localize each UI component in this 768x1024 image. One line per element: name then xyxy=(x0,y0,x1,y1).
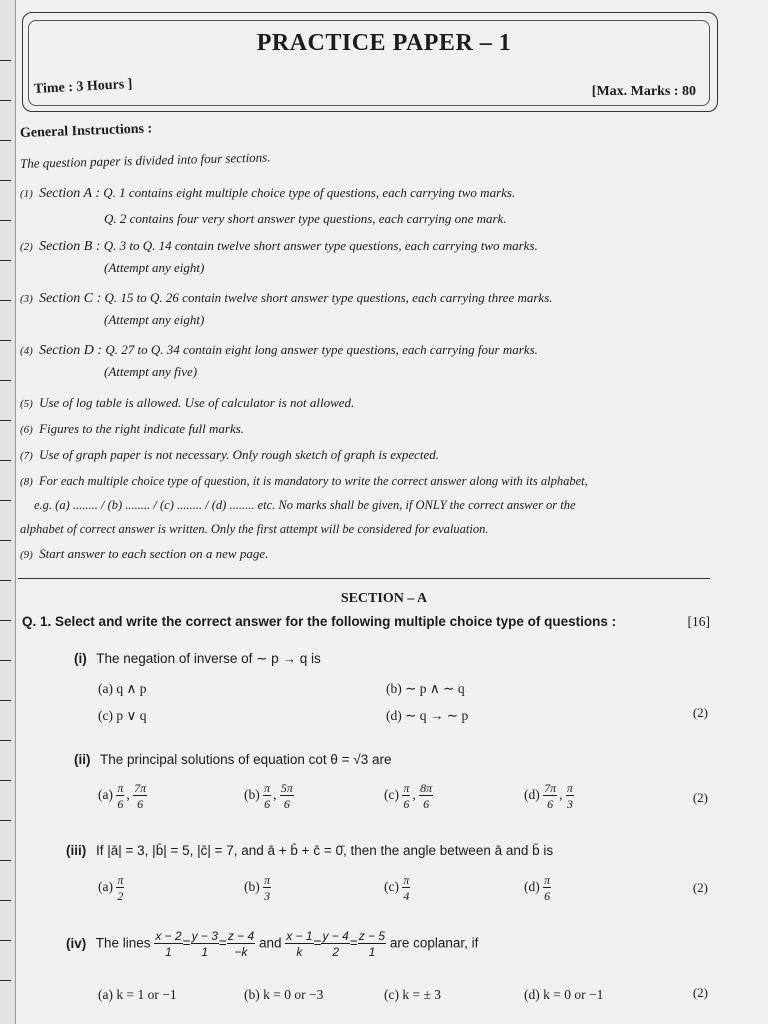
sub-question-iv: (iv) The lines $\frac{x - 2}{1}$ = $\frac{y - 3}{1}$ = $\frac{z - 4}{-k}$ and $\frac{x - 1}{k}$ = $\frac{y - 4}{2}$ = $\frac{z - 5}{1}$ are coplanar, if xyxy=(66,929,479,959)
fraction: $\frac{y - 4}{2}$ xyxy=(322,929,349,959)
question-1 xyxy=(22,614,722,629)
option-label: (d) xyxy=(524,787,540,803)
section-divider xyxy=(18,578,710,579)
option-label: (c) xyxy=(384,787,399,803)
fraction: $\frac{\pi}{6}$ xyxy=(117,781,124,811)
page-binding-edge xyxy=(0,0,16,1024)
option-d: (d) k = 0 or −1 xyxy=(524,987,604,1002)
sub-question-number: (i) xyxy=(74,651,87,666)
fraction: $\frac{x - 2}{1}$ xyxy=(155,929,182,959)
option-d xyxy=(524,874,551,902)
option-b xyxy=(244,874,271,902)
fraction: $\frac{z - 4}{-k}$ xyxy=(227,929,255,959)
instruction-item xyxy=(20,238,720,255)
sub-question-marks: (2) xyxy=(692,985,708,1000)
instruction-line: Q. 2 contains four very short answer type questions, each carrying one mark. xyxy=(104,211,507,226)
instruction-item xyxy=(20,546,720,562)
question-number: Q. 1. xyxy=(22,614,52,629)
instruction-line: Q. 3 to Q. 14 contain twelve short answer type questions, each carrying two marks. xyxy=(103,238,538,253)
option-c: (c) $\frac{\pi}{6}$ , $\frac{8\pi}{6}$ xyxy=(384,781,433,811)
page-title: PRACTICE PAPER – 1 xyxy=(256,30,512,56)
instruction-number: (6) xyxy=(20,424,33,436)
fraction: $\frac{\pi}{3}$ xyxy=(566,781,573,811)
option-label: (a) xyxy=(98,787,113,803)
instruction-item xyxy=(20,342,720,359)
instruction-item xyxy=(20,290,720,307)
instruction-line: (Attempt any five) xyxy=(104,364,198,379)
instruction-number: (2) xyxy=(20,241,33,253)
option-label: (b) xyxy=(244,879,260,895)
instruction-number: (5) xyxy=(20,398,33,410)
sub-question-iii xyxy=(66,843,553,858)
fraction: $\frac{\pi}{6}$ xyxy=(264,781,271,811)
time-label: Time : 3 Hours ] xyxy=(33,76,133,97)
sub-question-number: (iii) xyxy=(66,843,87,858)
instruction-number: (9) xyxy=(20,549,33,561)
instruction-item xyxy=(20,185,720,202)
instruction-number: (1) xyxy=(20,188,33,200)
sub-question-text: If |ā| = 3, |b̄| = 5, |c̄| = 7, and ā + b̄ + c̄ = 0̄, then the angle between ā and b̄ is xyxy=(96,843,554,858)
instruction-line: (Attempt any eight) xyxy=(104,260,205,275)
fraction: $\frac{\pi}{2}$ xyxy=(117,873,124,903)
instructions-heading: General Instructions : xyxy=(19,121,153,141)
instruction-section-label: Section B : xyxy=(39,239,101,254)
option-c xyxy=(384,874,410,902)
instruction-line: alphabet of correct answer is written. Only the first attempt will be considered for evaluation. xyxy=(20,522,489,536)
instruction-number: (8) xyxy=(20,476,33,488)
instruction-text: Use of log table is allowed. Use of calculator is not allowed. xyxy=(39,395,355,410)
instruction-text: Use of graph paper is not necessary. Only rough sketch of graph is expected. xyxy=(39,447,439,462)
fraction: $\frac{\pi}{3}$ xyxy=(264,873,271,903)
sub-question-marks: (2) xyxy=(692,880,708,895)
sub-question-marks: (2) xyxy=(692,705,708,720)
sub-question-text-start: The lines xyxy=(95,935,151,951)
option-a: (a) k = 1 or −1 xyxy=(98,987,177,1002)
fraction: $\frac{5\pi}{6}$ xyxy=(280,781,293,811)
fraction: $\frac{\pi}{6}$ xyxy=(544,873,551,903)
instruction-line: (Attempt any eight) xyxy=(104,312,205,327)
option-label: (d) xyxy=(524,879,540,895)
option-a xyxy=(98,874,124,902)
instruction-line: Q. 15 to Q. 26 contain twelve short answer type questions, each carrying three marks. xyxy=(104,290,553,305)
question-marks: [16] xyxy=(687,614,710,629)
option-label: (c) xyxy=(384,879,399,895)
option-a: (a) $\frac{\pi}{6}$ , $\frac{7\pi}{6}$ xyxy=(98,781,147,811)
option-b: (b) ∼ p ∧ ∼ q xyxy=(386,681,465,696)
option-d: (d) $\frac{7\pi}{6}$ , $\frac{\pi}{3}$ xyxy=(524,781,573,811)
instruction-number: (7) xyxy=(20,450,33,462)
fraction: $\frac{\pi}{4}$ xyxy=(403,873,410,903)
instruction-text: Start answer to each section on a new page. xyxy=(39,546,269,561)
instruction-line: e.g. (a) ........ / (b) ........ / (c) ........ / (d) ........ etc. No marks shall be given, if ONLY the correct answer or the xyxy=(34,498,576,512)
instruction-section-label: Section A : xyxy=(39,186,100,201)
instruction-number: (4) xyxy=(20,345,33,357)
sub-question-text-end: are coplanar, if xyxy=(389,935,479,951)
fraction: $\frac{\pi}{6}$ xyxy=(403,781,410,811)
option-label: (a) xyxy=(98,879,113,895)
instruction-item xyxy=(20,395,720,411)
fraction: $\frac{z - 5}{1}$ xyxy=(358,929,386,959)
fraction: $\frac{7\pi}{6}$ xyxy=(544,781,557,811)
sub-question-ii xyxy=(74,752,391,767)
fraction: $\frac{y - 3}{1}$ xyxy=(191,929,218,959)
instruction-line: Q. 1 contains eight multiple choice type of questions, each carrying two marks. xyxy=(103,185,516,200)
max-marks-label: [Max. Marks : 80 xyxy=(591,84,696,99)
sub-question-number: (ii) xyxy=(74,752,91,767)
instruction-line: Q. 27 to Q. 34 contain eight long answer type questions, each carrying four marks. xyxy=(105,342,538,357)
instruction-item xyxy=(20,421,720,437)
sub-question-marks: (2) xyxy=(692,790,708,805)
sub-question-text: The principal solutions of equation cot θ = √3 are xyxy=(100,752,392,767)
sub-question-text-mid: and xyxy=(258,935,282,951)
option-d: (d) ∼ q → ∼ p xyxy=(386,708,469,723)
option-c: (c) p ∨ q xyxy=(98,708,147,723)
fraction: $\frac{7\pi}{6}$ xyxy=(134,781,147,811)
option-b: (b) k = 0 or −3 xyxy=(244,987,324,1002)
question-text: Select and write the correct answer for the following multiple choice type of questions : xyxy=(55,614,617,629)
instruction-line: For each multiple choice type of question, it is mandatory to write the correct answer along with its alphabet, xyxy=(38,474,588,488)
instruction-text: Figures to the right indicate full marks. xyxy=(39,421,245,436)
instructions-intro: The question paper is divided into four sections. xyxy=(19,149,271,171)
sub-question-i xyxy=(74,651,321,667)
instruction-item xyxy=(20,474,720,489)
option-label: (b) xyxy=(244,787,260,803)
sub-question-number: (iv) xyxy=(66,935,87,951)
instruction-item xyxy=(20,447,720,463)
section-a-heading: SECTION – A xyxy=(340,591,428,606)
fraction: $\frac{x - 1}{k}$ xyxy=(286,929,313,959)
instruction-section-label: Section D : xyxy=(39,343,103,358)
instruction-number: (3) xyxy=(20,293,33,305)
option-b: (b) $\frac{\pi}{6}$ , $\frac{5\pi}{6}$ xyxy=(244,781,293,811)
fraction: $\frac{8\pi}{6}$ xyxy=(420,781,433,811)
option-a: (a) q ∧ p xyxy=(98,681,147,696)
sub-question-text: The negation of inverse of ∼ p → q is xyxy=(96,651,321,666)
option-c: (c) k = ± 3 xyxy=(384,987,442,1002)
instruction-section-label: Section C : xyxy=(39,291,102,306)
